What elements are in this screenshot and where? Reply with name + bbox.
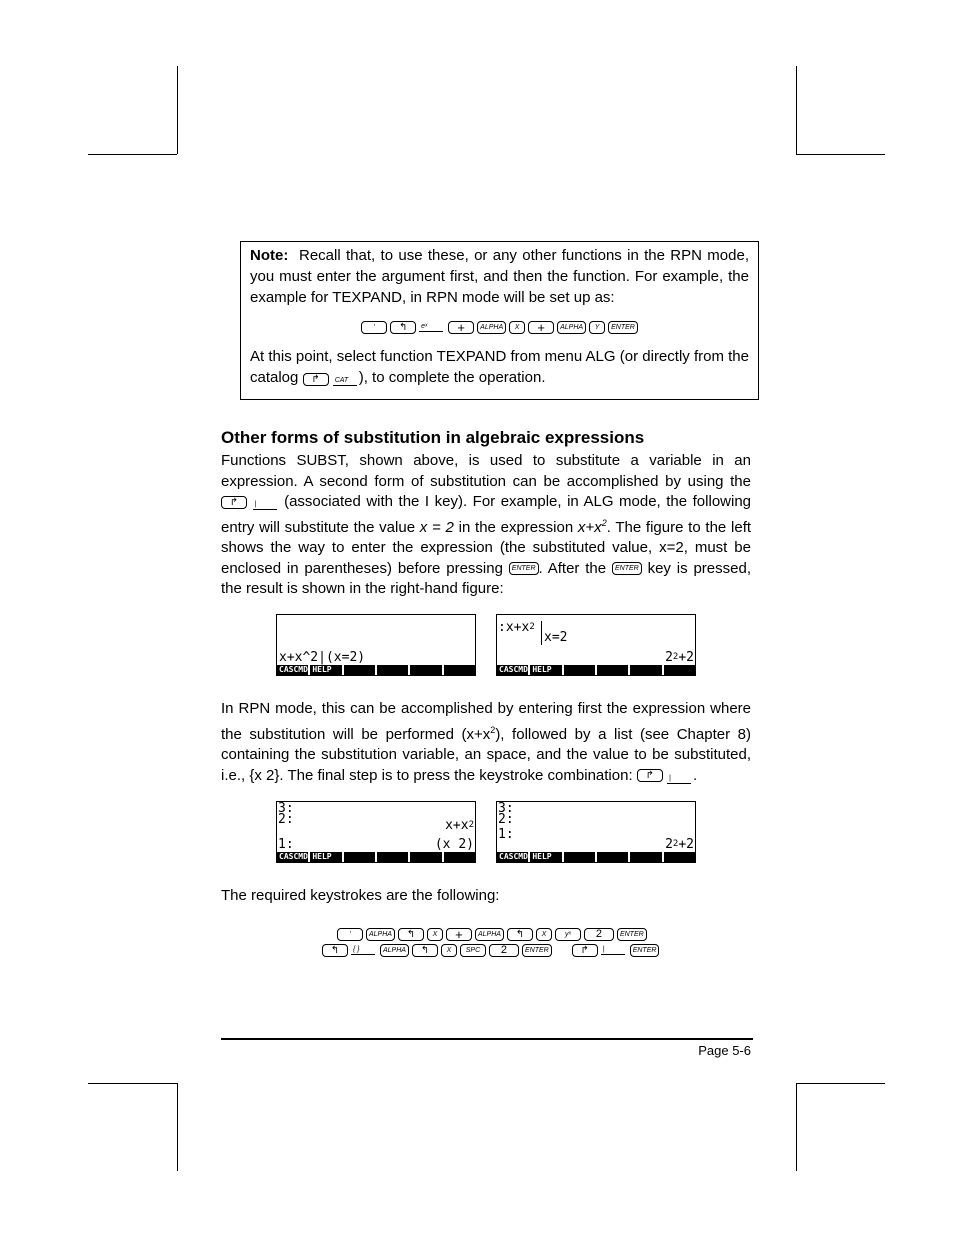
alg-right-expr-base: :x+x xyxy=(498,620,530,635)
enter-key: ENTER xyxy=(630,944,660,957)
p1-x2: x = 2 xyxy=(419,518,454,536)
bar-shift-label: | xyxy=(601,946,625,955)
spc-key: SPC xyxy=(460,944,486,957)
note-text-2a: At this point, select function TEXPAND from menu ALG (or directly from the catalog xyxy=(250,348,749,386)
p2-end: . xyxy=(692,766,698,784)
enter-key: ENTER xyxy=(522,944,552,957)
where-bar xyxy=(541,621,542,645)
bar-shift-label: | xyxy=(667,775,691,784)
soft-menu xyxy=(497,665,695,675)
alpha-key: ALPHA xyxy=(475,928,504,941)
menu-empty xyxy=(564,665,597,675)
right-shift-key: ↱ xyxy=(303,373,329,386)
p1-text-e: . After the xyxy=(538,559,607,577)
menu-help: HELP xyxy=(530,665,563,675)
stack-level-1: 1: xyxy=(278,837,294,852)
menu-help: HELP xyxy=(530,852,563,862)
crop-mark xyxy=(88,1083,177,1084)
note-paragraph-1 xyxy=(250,245,749,308)
rpn-right-result-sup: 2 xyxy=(672,839,679,849)
p2-text-a: In RPN mode, this can be accomplished by entering first the expression where the substitution will be performed (x+x xyxy=(221,700,751,743)
menu-empty xyxy=(630,665,663,675)
menu-cascmd: CASCMD xyxy=(277,852,310,862)
crop-mark xyxy=(88,154,177,155)
p1-text-a: Functions SUBST, shown above, is used to substitute a variable in an expression. A second form of substitution can be accomplished by using the xyxy=(221,452,751,490)
stack-level-3: 3: xyxy=(498,801,514,816)
alg-right-expr-sup: 2 xyxy=(529,622,535,632)
menu-empty xyxy=(344,852,377,862)
tick-key: ' xyxy=(361,321,387,334)
two-key: 2 xyxy=(489,944,519,957)
section-heading: Other forms of substitution in algebraic expressions xyxy=(221,428,645,447)
crop-mark xyxy=(796,66,797,154)
plus-key: + xyxy=(448,321,474,334)
menu-empty xyxy=(444,665,475,675)
bar-shift-label: | xyxy=(253,501,277,510)
menu-empty xyxy=(377,665,410,675)
rpn-right-result-tail: +2 xyxy=(678,837,694,852)
keystroke-row-1 xyxy=(337,927,647,941)
menu-empty xyxy=(444,852,475,862)
note-keystroke-line xyxy=(250,320,749,334)
soft-menu xyxy=(497,852,695,862)
p2-sup: 2 xyxy=(490,724,496,735)
p1-text-b: (associated with the I key). For example, in ALG mode, the following entry will substitute the value xyxy=(221,493,752,536)
rpn-left-expr-base: x+x xyxy=(445,818,469,833)
note-box xyxy=(240,241,759,400)
alg-right-result-sup: 2 xyxy=(672,652,679,662)
p1-expression xyxy=(578,519,607,536)
p1-expr-base: x+x xyxy=(577,518,602,536)
rpn-screen-right xyxy=(496,801,696,863)
left-shift-key: ↰ xyxy=(398,928,424,941)
note-label: Note: xyxy=(250,247,289,264)
stack-level-1: 1: xyxy=(498,827,514,842)
yx-key: yˣ xyxy=(555,928,581,941)
stack-level-2: 2: xyxy=(498,812,514,827)
menu-empty xyxy=(410,665,443,675)
alg-right-condition: x=2 xyxy=(544,630,568,645)
p1-text-c: in the expression xyxy=(458,518,574,536)
p1-text-d: . The figure to the left shows the way to enter the expression (the substituted value, x=2, must be enclosed in parentheses) before pressing xyxy=(221,518,752,577)
alpha-key: ALPHA xyxy=(477,321,506,334)
paragraph-3: The required keystrokes are the following: xyxy=(221,887,500,904)
soft-menu xyxy=(277,665,475,675)
rpn-left-expr-sup: 2 xyxy=(468,820,474,830)
footer-rule xyxy=(221,1038,753,1040)
soft-menu xyxy=(277,852,475,862)
alg-right-result xyxy=(665,651,694,664)
menu-empty xyxy=(410,852,443,862)
x-key: X xyxy=(427,928,443,941)
menu-cascmd: CASCMD xyxy=(277,665,310,675)
note-text-1: Recall that, to use these, or any other functions in the RPN mode, you must enter the argument first, and then the function. For example, the example for TEXPAND, in RPN mode will be set up as: xyxy=(250,247,749,306)
x-key: X xyxy=(536,928,552,941)
enter-key: ENTER xyxy=(612,562,642,575)
menu-empty xyxy=(344,665,377,675)
menu-empty xyxy=(564,852,597,862)
menu-cascmd: CASCMD xyxy=(497,665,530,675)
p1-expr-sup: 2 xyxy=(601,517,607,528)
p2-text-b: ), followed by a list (see Chapter 8) containing the substitution variable, an space, and the value to be substituted, i.e., {x 2}. The final step is to press the keystroke combination: xyxy=(221,725,751,784)
menu-empty xyxy=(664,665,695,675)
crop-mark xyxy=(177,1083,178,1171)
menu-empty xyxy=(630,852,663,862)
alpha-key: ALPHA xyxy=(380,944,409,957)
paragraph-1 xyxy=(221,451,751,600)
crop-mark xyxy=(796,1083,797,1171)
enter-key: ENTER xyxy=(509,562,539,575)
alg-left-entry: x+x^2|(x=2) xyxy=(279,650,366,665)
alg-screen-right xyxy=(496,614,696,676)
rpn-right-result-base: 2 xyxy=(665,837,673,852)
right-shift-key: ↱ xyxy=(637,769,663,782)
plus-key: + xyxy=(528,321,554,334)
menu-cascmd: CASCMD xyxy=(497,852,530,862)
menu-empty xyxy=(597,665,630,675)
crop-mark xyxy=(177,66,178,154)
left-shift-key: ↰ xyxy=(390,321,416,334)
menu-help: HELP xyxy=(310,665,343,675)
x-key: X xyxy=(509,321,525,334)
cat-shift-label: CAT xyxy=(333,377,357,386)
plus-key: + xyxy=(446,928,472,941)
note-text-2b: ), to complete the operation. xyxy=(358,369,546,386)
right-shift-key: ↱ xyxy=(572,944,598,957)
right-shift-key: ↱ xyxy=(221,496,247,509)
menu-empty xyxy=(597,852,630,862)
stack-level-2: 2: xyxy=(278,812,294,827)
left-shift-key: ↰ xyxy=(412,944,438,957)
crop-mark xyxy=(796,1083,885,1084)
enter-key: ENTER xyxy=(617,928,647,941)
y-key: Y xyxy=(589,321,605,334)
alpha-key: ALPHA xyxy=(366,928,395,941)
menu-empty xyxy=(664,852,695,862)
alg-right-result-tail: +2 xyxy=(678,650,694,665)
alpha-key: ALPHA xyxy=(557,321,586,334)
left-shift-key: ↰ xyxy=(507,928,533,941)
two-key: 2 xyxy=(584,928,614,941)
ex-shift-label: eˣ xyxy=(419,323,443,332)
stack-level-3: 3: xyxy=(278,801,294,816)
keystroke-row-2 xyxy=(322,943,659,957)
menu-help: HELP xyxy=(310,852,343,862)
page-number: Page 5-6 xyxy=(698,1043,751,1058)
menu-empty xyxy=(377,852,410,862)
rpn-screen-left xyxy=(276,801,476,863)
tick-key: ' xyxy=(337,928,363,941)
p1-text-f: key is pressed, the result is shown in the right-hand figure: xyxy=(221,559,751,597)
rpn-left-expression xyxy=(445,819,474,832)
rpn-right-result xyxy=(665,838,694,851)
enter-key: ENTER xyxy=(608,321,638,334)
crop-mark xyxy=(796,154,885,155)
alg-screen-left xyxy=(276,614,476,676)
rpn-left-list: (x 2) xyxy=(434,837,474,852)
alg-right-expression xyxy=(498,621,535,634)
x-key: X xyxy=(441,944,457,957)
left-shift-key: ↰ xyxy=(322,944,348,957)
alg-right-result-base: 2 xyxy=(665,650,673,665)
paragraph-2 xyxy=(221,699,751,786)
note-paragraph-2 xyxy=(250,346,749,388)
braces-shift-label: { } xyxy=(351,946,375,955)
